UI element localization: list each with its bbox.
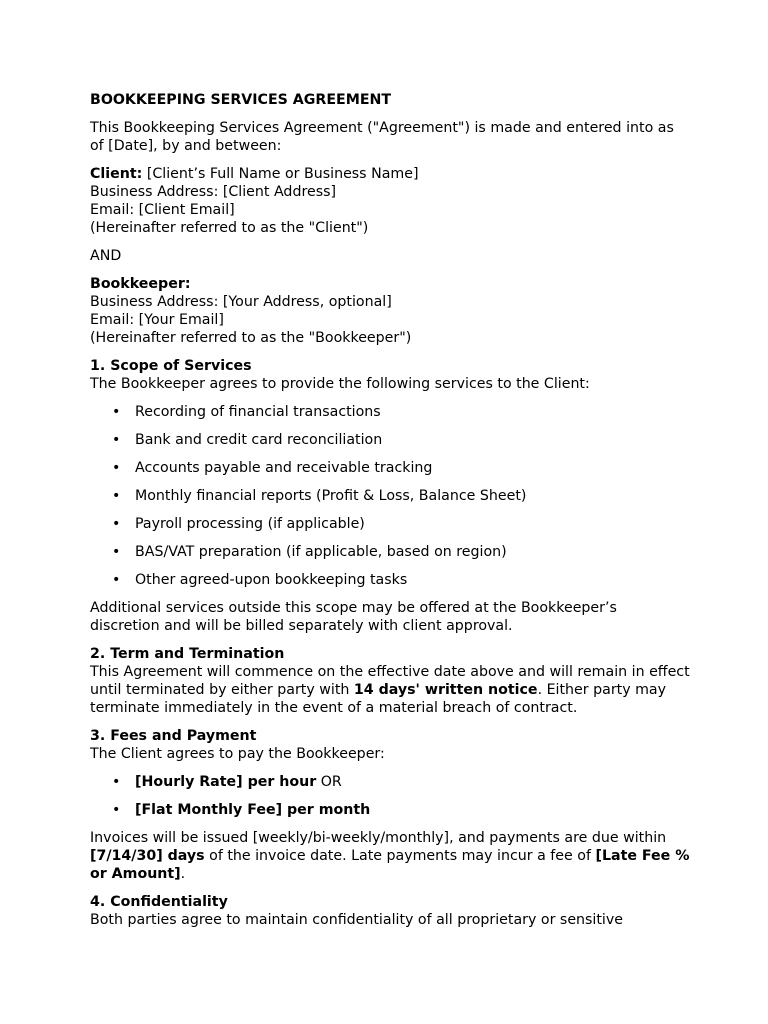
services-list — [90, 403, 690, 589]
client-name: [Client’s Full Name or Business Name] — [142, 166, 419, 182]
invoices-text-a: Invoices will be issued [weekly/bi-weekly/monthly], and payments are due within — [90, 830, 667, 846]
list-item: • Payroll processing (if applicable) — [90, 515, 690, 533]
client-email: Email: [Client Email] — [90, 202, 235, 218]
client-address: Business Address: [Client Address] — [90, 184, 337, 200]
section-2-heading: 2. Term and Termination — [90, 646, 285, 662]
section-4-heading: 4. Confidentiality — [90, 894, 228, 910]
intro-paragraph: This Bookkeeping Services Agreement ("Agreement") is made and entered into as of [Date], by and between: — [90, 120, 674, 154]
client-referred: (Hereinafter referred to as the "Client") — [90, 220, 369, 236]
and-separator: AND — [90, 248, 122, 264]
bookkeeper-referred: (Hereinafter referred to as the "Bookkeeper") — [90, 330, 412, 346]
section-2-text-b: . Either party may terminate immediately in the event of a material breach of contract. — [90, 682, 667, 716]
section-3-heading: 3. Fees and Payment — [90, 728, 257, 744]
notice-period: 14 days' written notice — [353, 682, 538, 698]
late-fee: [Late Fee % or Amount] — [90, 848, 690, 882]
list-item: • BAS/VAT preparation (if applicable, based on region) — [90, 543, 690, 561]
section-1 — [90, 357, 690, 393]
document-title: BOOKKEEPING SERVICES AGREEMENT — [90, 92, 392, 108]
section-1-intro: The Bookkeeper agrees to provide the following services to the Client: — [90, 376, 590, 392]
flat-monthly-fee: [Flat Monthly Fee] per month — [135, 802, 371, 818]
fees-list — [90, 773, 690, 819]
list-item — [90, 801, 690, 819]
list-item — [90, 773, 690, 791]
list-item: • Other agreed-upon bookkeeping tasks — [90, 571, 690, 589]
document-page — [90, 91, 690, 939]
section-4 — [90, 893, 690, 929]
payment-days: [7/14/30] days — [90, 848, 205, 864]
list-item: • Recording of financial transactions — [90, 403, 690, 421]
bookkeeper-address: Business Address: [Your Address, optional] — [90, 294, 392, 310]
section-3-intro: The Client agrees to pay the Bookkeeper: — [90, 746, 385, 762]
bookkeeper-block — [90, 275, 690, 347]
section-4-text: Both parties agree to maintain confidentiality of all proprietary or sensitive — [90, 912, 624, 928]
hourly-rate: [Hourly Rate] per hour — [135, 774, 317, 790]
invoices-text-c: . — [180, 866, 186, 882]
section-1-heading: 1. Scope of Services — [90, 358, 252, 374]
section-2 — [90, 645, 690, 717]
list-item: • Monthly financial reports (Profit & Loss, Balance Sheet) — [90, 487, 690, 505]
bookkeeper-email: Email: [Your Email] — [90, 312, 224, 328]
invoices-paragraph — [90, 829, 690, 883]
section-3 — [90, 727, 690, 763]
client-block — [90, 165, 690, 237]
or-text: OR — [316, 774, 342, 790]
bookkeeper-label: Bookkeeper: — [90, 276, 191, 292]
additional-services-paragraph: Additional services outside this scope may be offered at the Bookkeeper’s discretion and will be billed separately with client approval. — [90, 600, 617, 634]
list-item: • Accounts payable and receivable tracking — [90, 459, 690, 477]
section-2-text-a: This Agreement will commence on the effective date above and will remain in effect until terminated by either party with — [90, 664, 690, 698]
list-item: • Bank and credit card reconciliation — [90, 431, 690, 449]
invoices-text-b: of the invoice date. Late payments may incur a fee of — [204, 848, 596, 864]
client-label: Client: — [90, 166, 143, 182]
